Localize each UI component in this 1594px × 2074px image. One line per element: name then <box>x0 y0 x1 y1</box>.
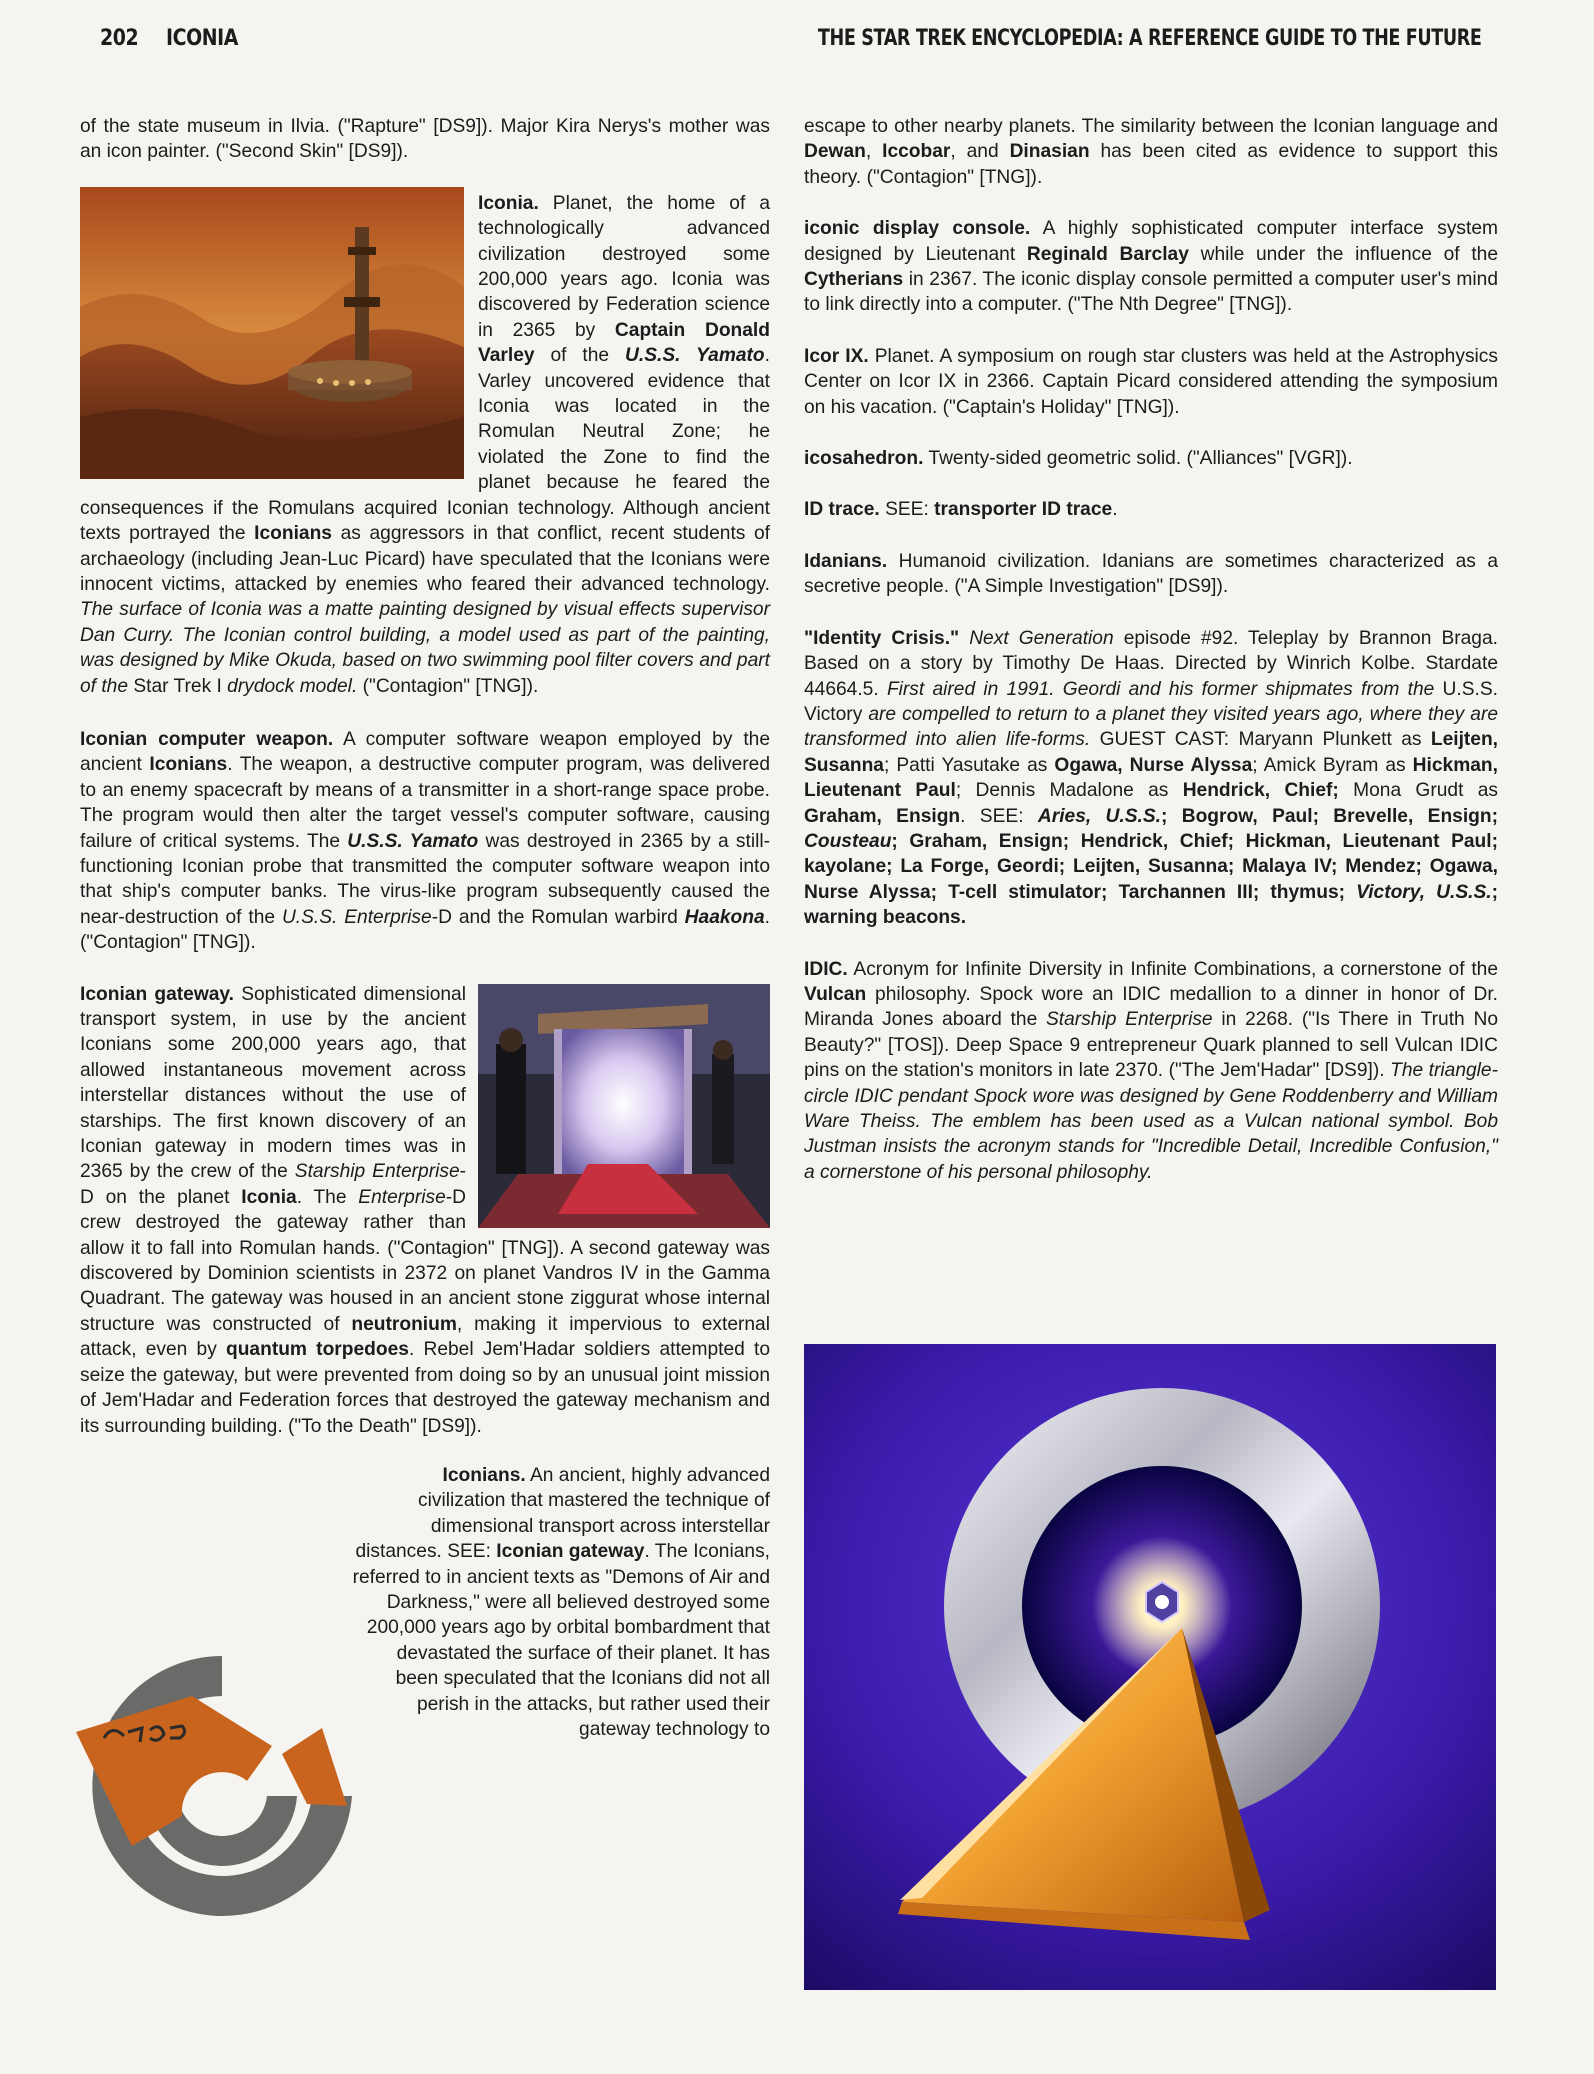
headword-idanians: Idanians. <box>804 550 888 572</box>
iconia-planet-image <box>80 187 464 479</box>
iconian-gateway-image <box>478 984 770 1228</box>
headword-identity: "Identity Crisis." <box>804 627 960 649</box>
headword-console: iconic display console. <box>804 218 1031 240</box>
entry-idic: IDIC. Acronym for Infinite Diversity in Infinite Combinations, a cornerstone of the Vulcan philosophy. Spock wore an IDIC medallion to a dinner in honor of Dr. Miranda Jones aboard the Starship Enterprise in 2268. ("Is There in Truth No Beauty?" [TOS]). Deep Space 9 entrepreneur Quark planned to sell Vulcan IDIC pins on the station's monitors in late 2370. ("The Jem'Hadar" [DS9]). The triangle-circle IDIC pendant Spock wore was designed by Gene Roddenberry and William Ware Theiss. The emblem has been used as a Vulcan national symbol. Bob Justman insists the acronym stands for "Incredible Detail, Incredible Confusion," a cornerstone of his personal philosophy. <box>804 958 1498 1183</box>
entry-identity-crisis: "Identity Crisis." Next Generation episode #92. Teleplay by Brannon Braga. Based on a story by Timothy De Haas. Directed by Winrich Kolbe. Stardate 44664.5. First aired in 1991. Geordi and his former shipmates from the U.S.S. Victory are compelled to return to a planet they visited years ago, where they are transformed into alien life-forms. GUEST CAST: Maryann Plunkett as Leijten, Susanna; Patti Yasutake as Ogawa, Nurse Alyssa; Amick Byram as Hickman, Lieutenant Paul; Dennis Madalone as Hendrick, Chief; Mona Grudt as Graham, Ensign. SEE: Aries, U.S.S.; Bogrow, Paul; Brevelle, Ensign; Cousteau; Graham, Ensign; Hendrick, Chief; Hickman, Lieutenant Paul; kayolane; La Forge, Geordi; Leijten, Susanna; Malaya IV; Mendez; Ogawa, Nurse Alyssa; T-cell stimulator; Tarchannen III; thymus; Victory, U.S.S.; warning beacons. <box>804 627 1499 929</box>
headword-iconians: Iconians. <box>442 1464 526 1486</box>
entry-icor-ix: Icor IX. Planet. A symposium on rough star clusters was held at the Astrophysics Center on Icor IX in 2366. Captain Picard considered attending the symposium on his vacation. ("Captain's Holiday" [TNG]). <box>804 345 1498 418</box>
entry-iconians: Iconians. An ancient, highly advanced civilization that mastered the technique of dimensional transport across interstellar distances. SEE: Iconian gateway. The Iconians, referred to in ancient texts as "Demons of Air and Darkness," were all believed destroyed some 200,000 years ago by orbital bombardment that devastated the surface of their planet. It has been speculated that the Iconians did not all perish in the attacks, but rather used their gateway technology to <box>352 1464 770 1740</box>
idic-symbol-figure <box>804 1344 1496 1990</box>
idic-symbol-icon <box>804 1344 1496 1990</box>
iconia-surface-painting <box>80 187 464 479</box>
headword-icor: Icor IX. <box>804 345 869 367</box>
page-header <box>100 26 1482 66</box>
continued-entry-right: escape to other nearby planets. The similarity between the Iconian language and Dewan, Iccobar, and Dinasian has been cited as evidence to support this theory. ("Contagion" [TNG]). <box>804 116 1498 188</box>
page-number: 202 <box>100 26 139 51</box>
book-title: THE STAR TREK ENCYCLOPEDIA: A REFERENCE GUIDE TO THE FUTURE <box>818 26 1482 51</box>
headword-weapon: Iconian computer weapon. <box>80 728 334 750</box>
headword-gateway: Iconian gateway. <box>80 983 234 1005</box>
iconian-symbol-figure <box>72 1636 362 1936</box>
headword-icosahedron: icosahedron. <box>804 448 924 470</box>
headword-idtrace: ID trace. <box>804 499 880 521</box>
entry-id-trace: ID trace. SEE: transporter ID trace. <box>804 499 1118 521</box>
gateway-photo <box>478 984 770 1228</box>
entry-iconia: Iconia. Planet, the home of a technologically advanced civilization destroyed some 200,000 years ago. Iconia was discovered by Federation science in 2365 by Captain Donald Varley of the U.S.S. Yamato. Varley uncovered evidence that Iconia was located in the Romulan Neutral Zone; he violated the Zone to find the planet because he feared the consequences if the Romulans acquired Iconian technology. Although ancient texts portrayed the Iconians as aggressors in that conflict, recent students of archaeology (including Jean-Luc Picard) have speculated that the Iconians were innocent victims, attacked by enemies who feared their advanced technology. The surface of Iconia was a matte painting designed by visual effects supervisor Dan Curry. The Iconian control building, a model used as part of the painting, was designed by Mike Okuda, based on two swimming pool filter covers and part of the Star Trek I drydock model. ("Contagion" [TNG]). <box>80 191 770 699</box>
entry-idanians: Idanians. Humanoid civilization. Idanians are sometimes characterized as a secretive people. ("A Simple Investigation" [DS9]). <box>804 550 1498 598</box>
entry-iconian-gateway: Iconian gateway. Sophisticated dimensional transport system, in use by the ancient Iconians some 200,000 years ago, that allowed instantaneous movement across interstellar distances without the use of starships. The first known discovery of an Iconian gateway in modern times was in 2365 by the crew of the Starship Enterprise-D on the planet Iconia. The Enterprise-D crew destroyed the gateway rather than allow it to fall into Romulan hands. ("Contagion" [TNG]). A second gateway was discovered by Dominion scientists in 2372 on planet Vandros IV in the Gamma Quadrant. The gateway was housed in an ancient stone ziggurat whose internal structure was constructed of neutronium, making it impervious to external attack, even by quantum torpedoes. Rebel Jem'Hadar soldiers attempted to seize the gateway, but were prevented from doing so by an unusual joint mission of Jem'Hadar and Federation forces that destroyed the gateway mechanism and its surrounding building. ("To the Death" [DS9]). <box>80 983 770 1437</box>
headword-iconia: Iconia. <box>478 192 539 214</box>
iconian-symbol-icon <box>72 1636 362 1936</box>
entry-iconic-display-console: iconic display console. A highly sophisticated computer interface system designed by Lieutenant Reginald Barclay while under the influence of the Cytherians in 2367. The iconic display console permitted a computer user's mind to link directly into a computer. ("The Nth Degree" [TNG]). <box>804 218 1498 316</box>
right-column <box>804 114 1498 1211</box>
continued-entry: of the state museum in Ilvia. ("Rapture" [DS9]). Major Kira Nerys's mother was an icon painter. ("Second Skin" [DS9]). <box>80 116 770 163</box>
section-title: ICONIA <box>166 26 238 51</box>
left-column <box>80 114 770 1768</box>
entry-icosahedron: icosahedron. Twenty-sided geometric solid. ("Alliances" [VGR]). <box>804 448 1353 470</box>
headword-idic: IDIC. <box>804 958 848 980</box>
entry-iconian-computer-weapon: Iconian computer weapon. A computer software weapon employed by the ancient Iconians. The weapon, a destructive computer program, was delivered to an enemy spacecraft by means of a transmitter in a short-range space probe. The program would then alter the target vessel's computer software, causing failure of critical systems. The U.S.S. Yamato was destroyed in 2365 by a still-functioning Iconian probe that transmitted the computer software weapon into that ship's computer banks. The virus-like program subsequently caused the near-destruction of the U.S.S. Enterprise-D and the Romulan warbird Haakona. ("Contagion" [TNG]). <box>80 728 771 954</box>
